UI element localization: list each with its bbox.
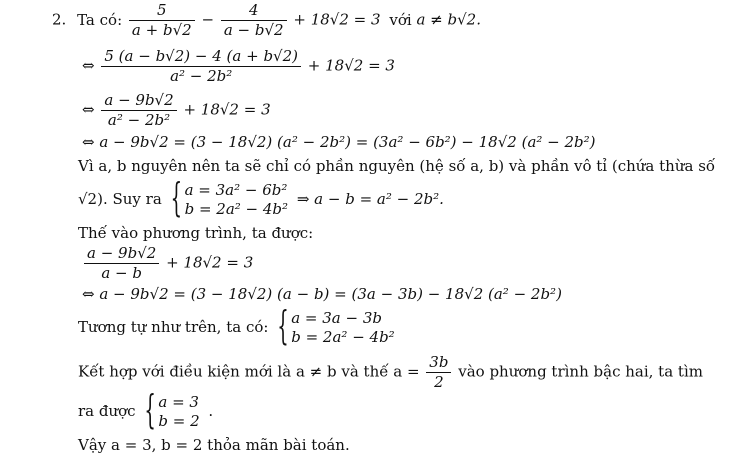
paragraph-1-line-1: Vì a, b nguyên nên ta sẽ chỉ có phần nguyên (hệ số a, b) và phần vô tỉ (chứa thừa số: [78, 157, 716, 175]
minus-sign: −: [201, 10, 215, 29]
paragraph-5: [78, 387, 214, 434]
paragraph-4: [78, 354, 703, 391]
fraction-substituted: [84, 245, 159, 282]
system-of-equations-2: [277, 303, 395, 350]
equation-rest: + 18√2 = 3: [293, 10, 381, 29]
equivalence-arrow: ⇔: [82, 100, 95, 119]
fraction-denominator: a − b√2: [223, 21, 284, 39]
system-solution: [144, 387, 200, 434]
left-brace: {: [277, 303, 289, 350]
system-row: a = 3: [158, 393, 199, 411]
problem-intro: Ta có:: [77, 10, 123, 29]
condition-text: với: [389, 10, 412, 29]
fraction-combined: [101, 48, 301, 85]
fraction-numerator: a − 9b√2: [84, 245, 159, 264]
period: .: [208, 402, 214, 420]
ra-duoc-text: ra được: [78, 402, 136, 420]
system-row: b = 2: [158, 412, 200, 430]
conclusion: Vậy a = 3, b = 2 thỏa mãn bài toán.: [78, 436, 350, 454]
equation-step-6: ⇔ a − 9b√2 = (3 − 18√2) (a − b) = (3a − 3b) − 18√2 (a² − 2b²): [82, 285, 562, 303]
problem-number: 2.: [52, 10, 67, 29]
left-brace: {: [144, 387, 156, 434]
suy-ra-text: √2). Suy ra: [78, 190, 162, 208]
equation-rest: + 18√2 = 3: [166, 253, 254, 272]
paragraph-2: Thế vào phương trình, ta được:: [78, 224, 314, 242]
ket-hop-text: Kết hợp với điều kiện mới là a ≠ b và thế a =: [78, 362, 420, 381]
fraction-numerator: 3b: [426, 354, 451, 373]
system-row: a = 3a² − 6b²: [184, 181, 288, 199]
fraction-3b-over-2: [426, 354, 451, 391]
equation-step-2: [82, 48, 395, 85]
fraction-denominator: a² − 2b²: [107, 111, 171, 129]
phuong-trinh-text: vào phương trình bậc hai, ta tìm: [458, 362, 703, 381]
fraction-denominator: a² − 2b²: [170, 67, 233, 85]
implication: ⇒ a − b = a² − 2b².: [296, 190, 444, 208]
fraction-4: [221, 2, 287, 39]
paragraph-1-line-2: [78, 175, 444, 222]
equation-rest: + 18√2 = 3: [307, 56, 395, 75]
equation-step-4: ⇔ a − 9b√2 = (3 − 18√2) (a² − 2b²) = (3a² − 6b²) − 18√2 (a² − 2b²): [82, 133, 596, 151]
problem-statement-line: [52, 2, 481, 39]
fraction-numerator: 4: [221, 2, 287, 21]
system-row: a = 3a − 3b: [291, 309, 383, 327]
equivalence-arrow: ⇔: [82, 56, 95, 75]
condition: a ≠ b√2.: [416, 10, 481, 29]
fraction-denominator: a + b√2: [131, 21, 192, 39]
fraction-5: [129, 2, 195, 39]
fraction-denominator: a − b: [101, 264, 142, 282]
equation-step-3: [82, 92, 271, 129]
fraction-numerator: a − 9b√2: [101, 92, 176, 111]
left-brace: {: [170, 175, 183, 222]
system-row: b = 2a² − 4b²: [184, 200, 289, 218]
system-of-equations-1: [170, 175, 289, 222]
equation-rest: + 18√2 = 3: [183, 100, 271, 119]
equation-step-5: [82, 245, 253, 282]
system-row: b = 2a² − 4b²: [291, 328, 395, 346]
fraction-simplified: [101, 92, 176, 129]
fraction-numerator: 5 (a − b√2) − 4 (a + b√2): [101, 48, 301, 67]
tuong-tu-text: Tương tự như trên, ta có:: [78, 318, 269, 336]
paragraph-3: [78, 303, 399, 350]
fraction-numerator: 5: [129, 2, 195, 21]
fraction-denominator: 2: [434, 373, 444, 391]
